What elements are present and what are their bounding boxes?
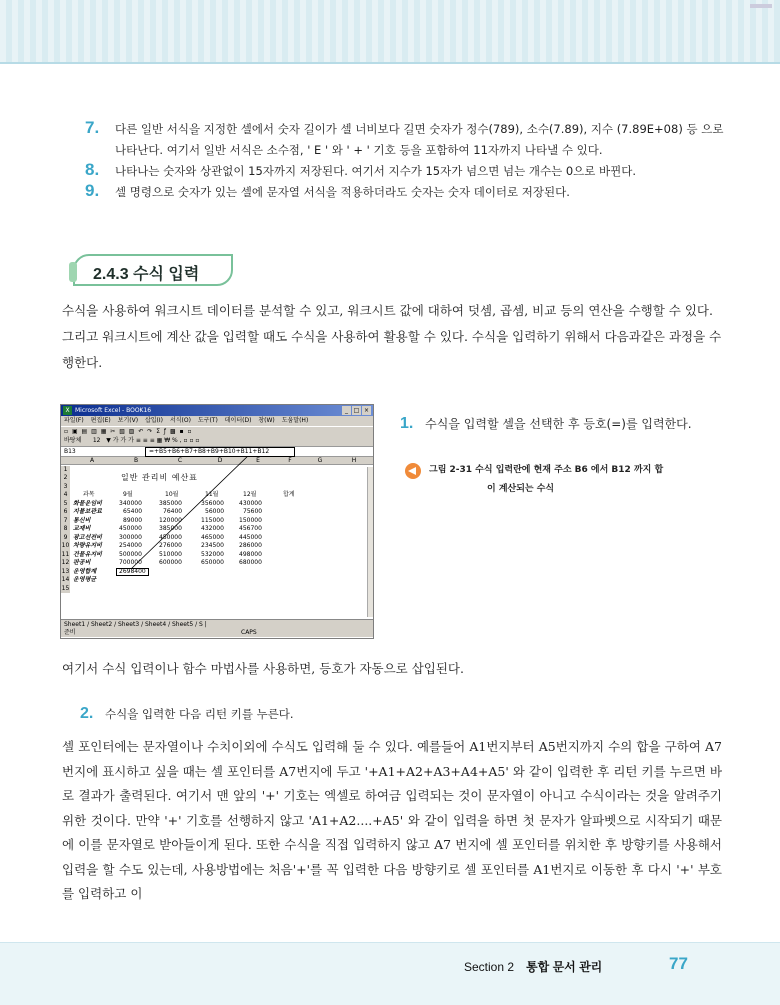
vertical-scrollbar[interactable] [367, 467, 373, 617]
step-1 [400, 415, 692, 433]
excel-screenshot [60, 404, 374, 639]
corner-mark [750, 4, 772, 8]
table-row: 1 [61, 466, 373, 475]
formatting-toolbar: 바탕체 12 ▼ 가 가 가 ≡ ≡ ≡ ▦ ₩ % , ▫ ▫ ▫ [61, 436, 373, 446]
menu-file[interactable]: 파일(F) [64, 417, 84, 424]
row-label: 차량유지비 [73, 542, 102, 549]
standard-toolbar[interactable]: ▫ ▣ ▤ ▥ ▦ ✂ ▧ ▨ ↶ ↷ Σ ƒ ▩ ▪ ▫ [61, 426, 373, 436]
excel-logo-icon: X [63, 406, 72, 415]
header-rule [0, 62, 780, 64]
menu-insert[interactable]: 삽입(I) [144, 417, 164, 424]
cell[interactable]: 276000 [159, 542, 182, 549]
col-C[interactable]: C [177, 457, 183, 464]
caption-line-2: 이 계산되는 수식 [487, 484, 555, 494]
formula-bar [61, 446, 373, 457]
window-controls [342, 406, 371, 415]
excel-title: Microsoft Excel - BOOK16 [75, 407, 152, 414]
header-cell: 10월 [165, 491, 179, 498]
header-band [0, 0, 780, 62]
table-row: 5 화물운임비 340000 385000 356000 430000 [61, 500, 373, 509]
menu-view[interactable]: 보기(V) [117, 417, 139, 424]
excel-menu-bar [61, 416, 373, 426]
cell[interactable]: 510000 [159, 550, 182, 558]
sheet-title: 일반 관리비 예산표 [121, 473, 198, 482]
row-label: 지불보관료 [73, 508, 102, 515]
header-cell: 9월 [123, 491, 133, 498]
after-figure-paragraph: 여기서 수식 입력이나 함수 마법사를 사용하면, 등호가 자동으로 삽입된다. [62, 661, 464, 676]
table-row: 13 운영합계 2698400 [61, 568, 373, 577]
table-row: 12 판공비 700000 600000 650000 680000 [61, 559, 262, 566]
cell[interactable]: 532000 [201, 550, 224, 558]
selected-cell[interactable]: 2698400 [116, 568, 149, 576]
font-size-box[interactable]: 12 [92, 437, 101, 444]
col-F[interactable]: F [288, 457, 292, 464]
cell[interactable]: 65400 [123, 508, 143, 515]
cell[interactable]: 76400 [163, 508, 183, 515]
arrow-left-icon [405, 463, 421, 479]
row-label: 화물운임비 [73, 499, 102, 507]
col-B[interactable]: B [133, 457, 139, 464]
intro-paragraph: 수식을 사용하여 워크시트 데이터를 분석할 수 있고, 워크시트 값에 대하여 덧셈, 곱셈, 비교 등의 연산을 수행할 수 있다. 그리고 워크시트에 계산 값을 입력할 때도 수식을 사용하여 활용할 수 있다. 수식을 입력하기 위해서 다음과같은 과정을 수행한다. [62, 303, 722, 370]
list-text: 나타나는 숫자와 상관없이 15자까지 저장된다. 여기서 지수가 15자가 넘으면 넘는 개수는 0으로 바뀐다. [115, 164, 637, 178]
footer-title: 통합 문서 관리 [526, 960, 603, 974]
header-cell: 과목 [83, 491, 95, 498]
list-number: 9. [85, 181, 100, 200]
cell[interactable]: 286000 [239, 542, 262, 549]
cell[interactable]: 450000 [119, 525, 142, 532]
cell[interactable]: 385000 [159, 499, 182, 507]
cell[interactable]: 120000 [159, 516, 182, 524]
cell[interactable]: 385000 [159, 525, 182, 532]
sheet-tabs[interactable]: Sheet1 / Sheet2 / Sheet3 / Sheet4 / Sheet5 / S | [61, 619, 373, 628]
cell[interactable]: 340000 [119, 499, 142, 507]
list-item [85, 161, 725, 182]
cell[interactable]: 300000 [119, 533, 142, 541]
cell[interactable]: 75600 [243, 508, 263, 515]
step-text: 수식을 입력한 다음 리턴 키를 누른다. [105, 707, 294, 721]
menu-edit[interactable]: 편집(E) [90, 417, 111, 424]
cell[interactable]: 700000 [119, 559, 142, 566]
header-cell: 합계 [283, 491, 295, 498]
worksheet-grid[interactable] [61, 457, 373, 619]
row-label: 통신비 [73, 516, 91, 524]
menu-window[interactable]: 창(W) [258, 417, 275, 424]
table-row: 15 [61, 584, 70, 592]
cell[interactable]: 56000 [205, 508, 225, 515]
list-text: 셀 명령으로 숫자가 있는 셀에 문자열 서식을 적용하더라도 숫자는 숫자 데이터로 저장된다. [115, 185, 570, 199]
list-item [85, 119, 725, 161]
row-label: 운영평균 [73, 576, 97, 583]
list-number: 7. [85, 118, 100, 137]
status-bar [61, 628, 373, 637]
header-cell: 12월 [243, 491, 257, 498]
row-label: 운영합계 [73, 567, 97, 575]
cell[interactable]: 650000 [201, 559, 224, 566]
cell[interactable]: 445000 [239, 533, 262, 541]
cell[interactable]: 89000 [123, 516, 143, 524]
step-text: 수식을 입력할 셀을 선택한 후 등호(=)를 입력한다. [425, 417, 692, 431]
col-A[interactable]: A [89, 457, 95, 464]
status-caps: CAPS [241, 629, 257, 636]
close-icon[interactable]: × [363, 407, 370, 414]
cell[interactable]: 254000 [119, 542, 142, 549]
footer-band [0, 942, 780, 1005]
menu-tools[interactable]: 도구(T) [197, 417, 218, 424]
cell[interactable]: 498000 [239, 550, 262, 558]
cell[interactable]: 450000 [159, 533, 182, 541]
section-heading [73, 254, 233, 286]
formula-input[interactable]: =+B5+B6+B7+B8+B9+B10+B11+B12 [145, 447, 295, 457]
sheet-title-row: 2 일반 관리비 예산표 [61, 474, 373, 483]
table-row: 7 통신비 89000 120000 115000 150000 [61, 517, 373, 526]
name-box[interactable]: B13 [64, 448, 76, 455]
maximize-icon[interactable]: □ [353, 407, 360, 414]
header-cell: 11월 [205, 491, 219, 498]
header-row: 4 과목 9월 10월 11월 12월 합계 [61, 491, 373, 500]
table-row: 14 운영평균 [61, 576, 97, 583]
cell[interactable]: 680000 [239, 559, 262, 566]
formula-pointer-line [61, 457, 373, 617]
section-title: 2.4.3 수식 입력 [93, 266, 200, 283]
menu-format[interactable]: 서식(O) [169, 417, 191, 424]
table-row: 6 지불보관료 65400 76400 56000 75600 [61, 508, 373, 517]
caption-line-1: 그림 2-31 수식 입력란에 현재 주소 B6 에서 B12 까지 합 [429, 465, 664, 475]
numbered-list [85, 119, 725, 203]
font-name-box[interactable]: 바탕체 [64, 437, 82, 444]
excel-title-bar [61, 405, 373, 416]
step-number: 1. [400, 415, 414, 432]
menu-help[interactable]: 도움말(H) [281, 417, 309, 424]
minimize-icon[interactable]: _ [342, 406, 351, 415]
cell[interactable]: 234500 [201, 542, 224, 549]
cell[interactable]: 432000 [201, 525, 224, 532]
list-text: 다른 일반 서식을 지정한 셀에서 숫자 길이가 셀 너비보다 길면 숫자가 정수(789), 소수(7.89), 지수 (7.89E+08) 등 으로 나타난다. 여기서 일반 서식은 소수점, ' E ' 와 ' + ' 기호 등을 포함하여 11자까지 나타낼 수 있다. [115, 122, 724, 157]
cell[interactable]: 456700 [239, 525, 262, 532]
row-label: 광고선전비 [73, 533, 102, 541]
table-row: 9 광고선전비 300000 450000 465000 445000 [61, 534, 373, 543]
row-label: 건물유지비 [73, 550, 102, 558]
table-row: 11 건물유지비 500000 510000 532000 498000 [61, 550, 262, 558]
footer-section [464, 958, 602, 975]
step-2 [80, 705, 294, 723]
col-D[interactable]: D [217, 457, 223, 464]
cell[interactable]: 150000 [239, 516, 262, 524]
cell[interactable]: 465000 [201, 533, 224, 541]
col-G[interactable]: G [317, 457, 323, 464]
col-H[interactable]: H [351, 457, 357, 464]
body-paragraph: 셀 포인터에는 문자열이나 수치이외에 수식도 입력해 둘 수 있다. 예를들어 A1번지부터 A5번지까지 수의 합을 구하여 A7번지에 표시하고 싶을 때는 셀 포인터를 A7번지에 두고 '+A1+A2+A3+A4+A5' 와 같이 입력한 후 리턴 키를 누르면 바로 결과가 출력된다. 여기서 맨 앞의 '+' 기호는 엑셀로 하여금 입력되는 것이 문자열이 아니고 수식이라는 것을 알려주기 위한 것이다. 만약 '+' 기호를 선행하지 않고 'A1+A2....+A5' 와 같이 입력을 하면 첫 문자가 알파벳으로 시작되기 때문에 이를 문자열로 받아들이게 된다. 또한 수식을 직접 입력하지 않고 A7 번지에 셀 포인터를 위치한 후 방향키를 사용해서 입력을 할 수도 있는데, 사용방법에는 처음'+'를 꼭 입력한 다음 방향키로 셀 포인터를 A1번지로 이동한 후 다시 '+' 부호를 입력하고 이 [62, 739, 722, 901]
table-row: 10 차량유지비 254000 276000 234500 286000 [61, 542, 262, 549]
cell[interactable]: 356000 [201, 499, 224, 507]
step-number: 2. [80, 705, 94, 722]
menu-data[interactable]: 데이터(D) [224, 417, 252, 424]
table-row: 3 [61, 483, 373, 492]
row-label: 교재비 [73, 525, 91, 532]
list-item [85, 182, 725, 203]
cell[interactable]: 430000 [239, 499, 262, 507]
list-number: 8. [85, 160, 100, 179]
cell[interactable]: 600000 [159, 559, 182, 566]
cell[interactable]: 500000 [119, 550, 142, 558]
page-number: 77 [669, 954, 688, 973]
col-E[interactable]: E [256, 457, 260, 464]
status-ready: 준비 [64, 629, 76, 636]
row-label: 판공비 [73, 559, 91, 566]
footer-section-label: Section 2 [464, 960, 515, 974]
cell[interactable]: 115000 [201, 516, 224, 524]
table-row: 8 교재비 450000 385000 432000 456700 [61, 525, 373, 534]
